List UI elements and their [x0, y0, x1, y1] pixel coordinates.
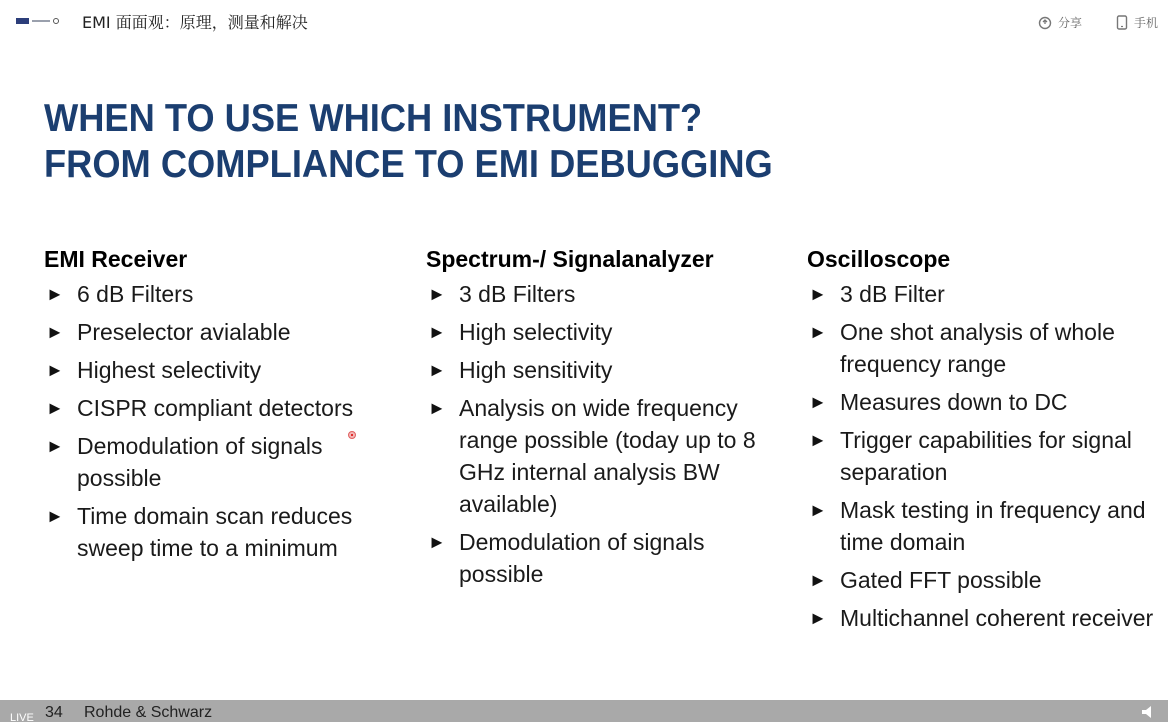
- bullet-item: [44, 316, 389, 348]
- column-spectrum-analyzer: [426, 244, 788, 596]
- volume-icon[interactable]: [1140, 704, 1162, 720]
- bullet-text: Highest selectivity: [77, 357, 262, 383]
- bullet-triangle-icon: ►: [428, 322, 446, 342]
- bullet-triangle-icon: ►: [809, 284, 827, 304]
- bullet-list: [807, 278, 1168, 634]
- bullet-text: High sensitivity: [459, 357, 613, 383]
- bullet-item: [44, 392, 389, 424]
- bullet-text: Gated FFT possible: [840, 567, 1042, 593]
- bullet-text: High selectivity: [459, 319, 613, 345]
- bullet-text: 6 dB Filters: [77, 281, 194, 307]
- share-button[interactable]: [1038, 14, 1082, 31]
- bullet-item: [426, 354, 788, 386]
- slide-title-line1: WHEN TO USE WHICH INSTRUMENT?: [44, 97, 703, 140]
- bullet-item: [426, 526, 788, 590]
- bullet-item: [807, 564, 1168, 596]
- bullet-item: [807, 602, 1168, 634]
- site-logo[interactable]: [16, 16, 62, 26]
- slide-page-number: 34: [45, 704, 63, 721]
- player-footer-bar: [0, 700, 1168, 722]
- column-emi-receiver: [44, 244, 389, 570]
- bullet-item: [807, 316, 1168, 380]
- bullet-item: [807, 494, 1168, 558]
- bullet-triangle-icon: ►: [809, 430, 827, 450]
- column-heading: EMI Receiver: [44, 246, 188, 272]
- bullet-triangle-icon: ►: [809, 392, 827, 412]
- footer-brand: Rohde & Schwarz: [84, 704, 213, 721]
- bullet-triangle-icon: ►: [809, 570, 827, 590]
- logo-diamond-icon: [53, 18, 59, 24]
- column-oscilloscope: [807, 244, 1168, 640]
- bullet-item: [807, 386, 1168, 418]
- bullet-text: Preselector avialable: [77, 319, 291, 345]
- bullet-list: [44, 278, 389, 564]
- mobile-label: 手机: [1134, 16, 1159, 30]
- bullet-triangle-icon: ►: [809, 500, 827, 520]
- document-title: EMI 面面观：原理，测量和解决: [82, 13, 308, 32]
- column-heading: Oscilloscope: [807, 246, 951, 272]
- bullet-item: [44, 500, 389, 564]
- bullet-text: Analysis on wide frequency range possible (today up to 8 GHz internal analysis BW available): [459, 395, 756, 517]
- bullet-item: [426, 278, 788, 310]
- live-label: LIVE: [10, 712, 34, 724]
- bullet-text: 3 dB Filters: [459, 281, 576, 307]
- bullet-item: [44, 354, 389, 386]
- phone-icon: [1116, 15, 1128, 30]
- bullet-item: [807, 424, 1168, 488]
- bullet-text: One shot analysis of whole frequency range: [840, 319, 1115, 377]
- bullet-triangle-icon: ►: [428, 532, 446, 552]
- bullet-text: Demodulation of signals possible: [459, 529, 705, 587]
- slide-title-line2: FROM COMPLIANCE TO EMI DEBUGGING: [44, 143, 773, 186]
- bullet-triangle-icon: ►: [809, 608, 827, 628]
- bullet-triangle-icon: ►: [428, 360, 446, 380]
- pointer-cursor: [348, 431, 356, 439]
- top-bar: [0, 0, 1168, 42]
- bullet-triangle-icon: ►: [46, 398, 64, 418]
- bullet-triangle-icon: ►: [46, 360, 64, 380]
- bullet-text: 3 dB Filter: [840, 281, 945, 307]
- logo-mark: [16, 18, 29, 24]
- bullet-triangle-icon: ►: [46, 322, 64, 342]
- share-icon: [1038, 16, 1052, 30]
- bullet-text: Trigger capabilities for signal separation: [840, 427, 1132, 485]
- slide-title: [44, 96, 773, 188]
- bullet-item: [426, 316, 788, 348]
- bullet-triangle-icon: ►: [46, 506, 64, 526]
- bullet-triangle-icon: ►: [46, 436, 64, 456]
- share-label: 分享: [1058, 16, 1083, 30]
- bullet-triangle-icon: ►: [428, 398, 446, 418]
- column-heading: Spectrum-/ Signalanalyzer: [426, 246, 714, 272]
- bullet-item: [807, 278, 1168, 310]
- bullet-text: Demodulation of signals possible: [77, 433, 323, 491]
- bullet-text: Measures down to DC: [840, 389, 1068, 415]
- bullet-triangle-icon: ►: [428, 284, 446, 304]
- bullet-text: Time domain scan reduces sweep time to a minimum: [77, 503, 353, 561]
- bullet-text: Multichannel coherent receiver: [840, 605, 1154, 631]
- bullet-list: [426, 278, 788, 590]
- logo-text-line: [32, 20, 50, 22]
- mobile-view-button[interactable]: [1116, 14, 1158, 31]
- bullet-triangle-icon: ►: [46, 284, 64, 304]
- bullet-text: CISPR compliant detectors: [77, 395, 354, 421]
- bullet-item: [44, 278, 389, 310]
- bullet-item: [426, 392, 788, 520]
- bullet-item: [44, 430, 389, 494]
- bullet-text: Mask testing in frequency and time domain: [840, 497, 1146, 555]
- bullet-triangle-icon: ►: [809, 322, 827, 342]
